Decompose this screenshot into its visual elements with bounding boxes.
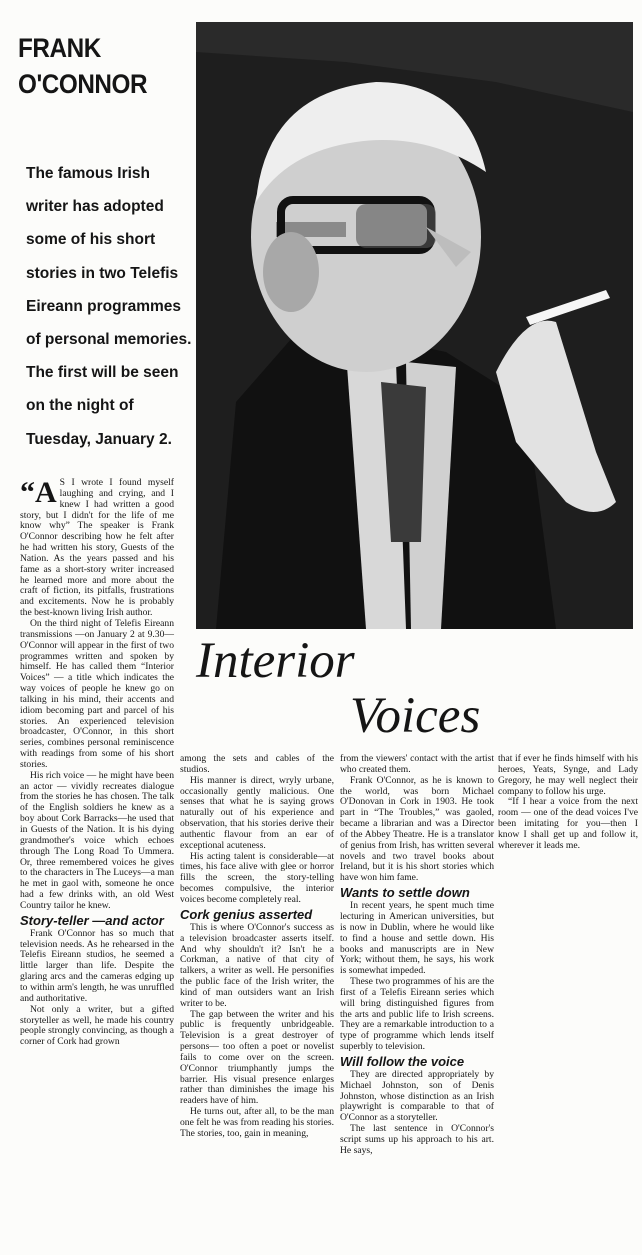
standfirst-line: Tuesday, January 2. xyxy=(26,430,172,448)
standfirst-line: on the night of xyxy=(26,397,134,415)
author-name xyxy=(18,30,176,102)
standfirst-line: Eireann programmes xyxy=(26,297,182,315)
article-column-2 xyxy=(180,754,334,1140)
subheading: Cork genius asserted xyxy=(180,906,313,922)
paragraph: The last sentence in O'Connor's script sums up his approach to his art. He says, xyxy=(340,1123,494,1156)
paragraph: from the viewers' contact with the artist who created them. xyxy=(340,753,494,775)
subheading: Story-teller —and actor xyxy=(20,912,164,928)
article-column-3 xyxy=(340,754,494,1157)
paragraph: His rich voice — he might have been an actor — vividly recreates dialogue from the stories he has chosen. The talk of the English soldiers he knew as a boy about Cork Barracks—he used that in Guests of the Nation. It is his dying grandmother's voice which echoes through The Long Road To Ummera. Or, three remembered voices he gives to the characters in The Luceys—a man he met in gaol with, someone he once had a few drinks with, an old West Country tailor he knew. xyxy=(20,769,174,911)
subheading: Will follow the voice xyxy=(340,1053,465,1069)
standfirst xyxy=(26,157,196,456)
paragraph: “If I hear a voice from the next room — one of the dead voices I've been imitating for you—then I know I shall get up and follow it, wherever it leads me. xyxy=(498,796,638,851)
standfirst-line: of personal memories. xyxy=(26,331,192,349)
standfirst-line: stories in two Telefis xyxy=(26,264,179,282)
subheading: Wants to settle down xyxy=(340,885,470,901)
standfirst-line: some of his short xyxy=(26,231,156,249)
paragraph: Frank O'Connor, as he is known to the world, was born Michael O'Donovan in Cork in 1903. He took part in “The Troubles,” was gaoled, became a librarian and was a Director of the Abbey Theatre. He is a translator of genius from Irish, has written several novels and two travel books about Ireland, but it is his short stories which have won him fame. xyxy=(340,774,494,884)
portrait-illustration xyxy=(196,22,633,629)
standfirst-line: The first will be seen xyxy=(26,364,179,382)
author-name-line-2: O'CONNOR xyxy=(18,69,148,99)
paragraph: His manner is direct, wryly urbane, occasionally gently malicious. One senses that what he is saying grows naturally out of his experience and observation, that his stories derive their authentic flavour from an ear of exceptional acuteness. xyxy=(180,774,334,851)
paragraph: His acting talent is considerable—at times, his face alive with glee or horror fills the screen, the story-telling becomes compulsive, the interior voices become completely real. xyxy=(180,850,334,905)
paragraph: that if ever he finds himself with his heroes, Yeats, Synge, and Lady Gregory, he may well neglect their company to follow his urge. xyxy=(498,753,638,797)
author-photo xyxy=(196,22,633,629)
headline-line-1: Interior xyxy=(196,633,355,689)
standfirst-line: writer has adopted xyxy=(26,198,164,216)
paragraph: “A S I wrote I found myself laughing and crying, and I knew I had written a good story, but I didn't for the life of me know why” The speaker is Frank O'Connor describing how he felt after he had written his story, Guests of the Nation. As the years passed and his fame as a short-story writer increased he learned more and more about the craft of fiction, its pitfalls, frustrations and excitements. Now he is probably the best-known living Irish author. xyxy=(20,476,174,619)
paragraph: They are directed appropriately by Michael Johnston, son of Denis Johnston, whose distinction as an Irish playwright is comparable to that of O'Connor as a storyteller. xyxy=(340,1068,494,1124)
paragraph: These two programmes of his are the first of a Telefis Eireann series which will bring distinguished figures from the arts and public life to Irish screens. They are a remarkable introduction to a type of programme which lends itself superbly to television. xyxy=(340,976,494,1053)
paragraph: Not only a writer, but a gifted storyteller as well, he made his country people strongly convincing, as though a corner of Cork had grown xyxy=(20,1003,174,1048)
standfirst-line: The famous Irish xyxy=(26,165,151,182)
paragraph: In recent years, he spent much time lecturing in American universities, but is now in Dublin, where he would like to find a house and settle down. His books and manuscripts are in New York; without them, he says, his work is somewhat impeded. xyxy=(340,900,494,977)
drop-cap: “A xyxy=(20,476,57,509)
paragraph: Frank O'Connor has so much that television needs. As he rehearsed in the Telefis Eireann studios, he seemed a little larger than life. Despite the glaring arcs and the cameras edging up to within arm's length, he was unruffled and authoritative. xyxy=(20,927,174,1004)
author-name-line-1: FRANK xyxy=(18,33,101,63)
paragraph: The gap between the writer and his public is frequently unbridgeable. Television is a great destroyer of persons— too often a poet or novelist fails to come over on the screen. O'Connor triumphantly jumps the barrier. His visual presence enlarges rather than diminishes the image his readers have of him. xyxy=(180,1008,334,1107)
paragraph: He turns out, after all, to be the man one felt he was from reading his stories. The stories, too, gain in meaning, xyxy=(180,1106,334,1139)
headline-line-2: Voices xyxy=(350,688,481,744)
paragraph: among the sets and cables of the studios. xyxy=(180,753,334,775)
paragraph: On the third night of Telefis Eireann transmissions —on January 2 at 9.30— O'Connor will appear in the first of two programmes written and spoken by himself. He has called them “Interior Voices” — a title which indicates the way voices of people he knew go on talking in his mind, their accents and idiom becoming part and parcel of his stories. An experienced television broadcaster, O'Connor, in this short series, combines personal reminiscence with readings from some of his short stories. xyxy=(20,617,174,770)
article-column-1 xyxy=(20,478,174,1048)
article-column-4 xyxy=(498,754,638,852)
paragraph: This is where O'Connor's success as a television broadcaster asserts itself. And why shouldn't it? Isn't he a Corkman, a native of that city of talkers, a writer as well. He personifies the public face of the Irish writer, the kind of man outsiders want an Irish writer to be. xyxy=(180,921,334,1009)
